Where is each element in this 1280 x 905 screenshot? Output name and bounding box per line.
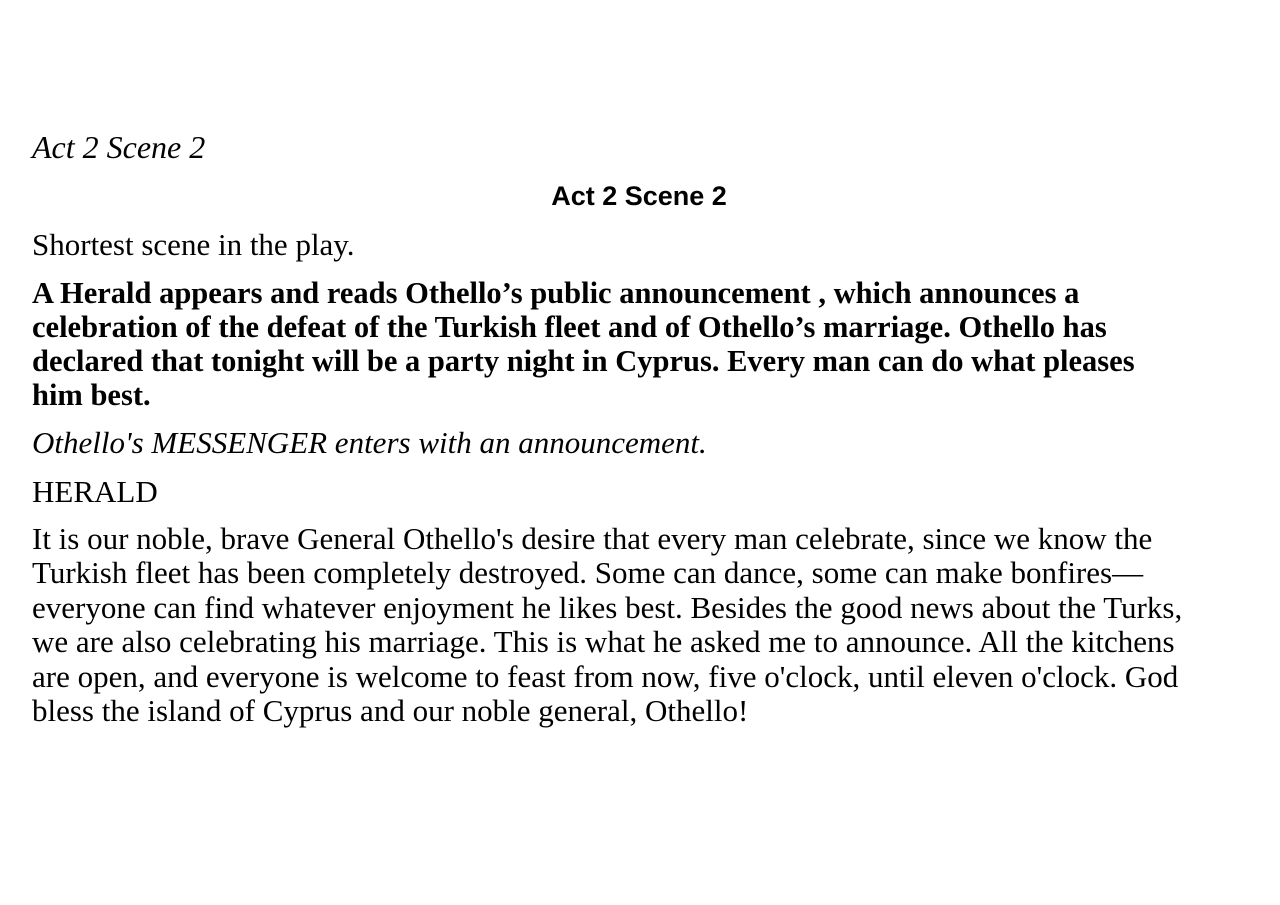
speech-line: Turkish fleet has been completely destroyed. Some can dance, some can make bonfires— [32,555,1144,591]
herald-speech [32,522,1242,728]
scene-summary [32,276,1242,412]
summary-line: celebration of the defeat of the Turkish fleet and of Othello’s marriage. Othello has [32,310,1107,344]
stage-direction: Othello's MESSENGER enters with an announcement. [32,425,707,460]
speech-line: It is our noble, brave General Othello's desire that every man celebrate, since we know the [32,521,1153,556]
summary-line: him best. [32,378,151,412]
scene-title: Act 2 Scene 2 [551,181,727,211]
speech-line: everyone can find whatever enjoyment he likes best. Besides the good news about the Turks, [32,589,1183,625]
summary-line: A Herald appears and reads Othello’s public announcement , which announces a [32,276,1080,310]
speaker-name: HERALD [32,474,158,509]
running-head: Act 2 Scene 2 [32,129,206,165]
speech-line: are open, and everyone is welcome to feast from now, five o'clock, until eleven o'clock. God [32,658,1179,694]
scene-note: Shortest scene in the play. [32,227,355,262]
summary-line: declared that tonight will be a party night in Cyprus. Every man can do what pleases [32,344,1135,378]
speech-line: bless the island of Cyprus and our noble general, Othello! [32,693,749,729]
speech-line: we are also celebrating his marriage. This is what he asked me to announce. All the kitchens [32,624,1175,660]
